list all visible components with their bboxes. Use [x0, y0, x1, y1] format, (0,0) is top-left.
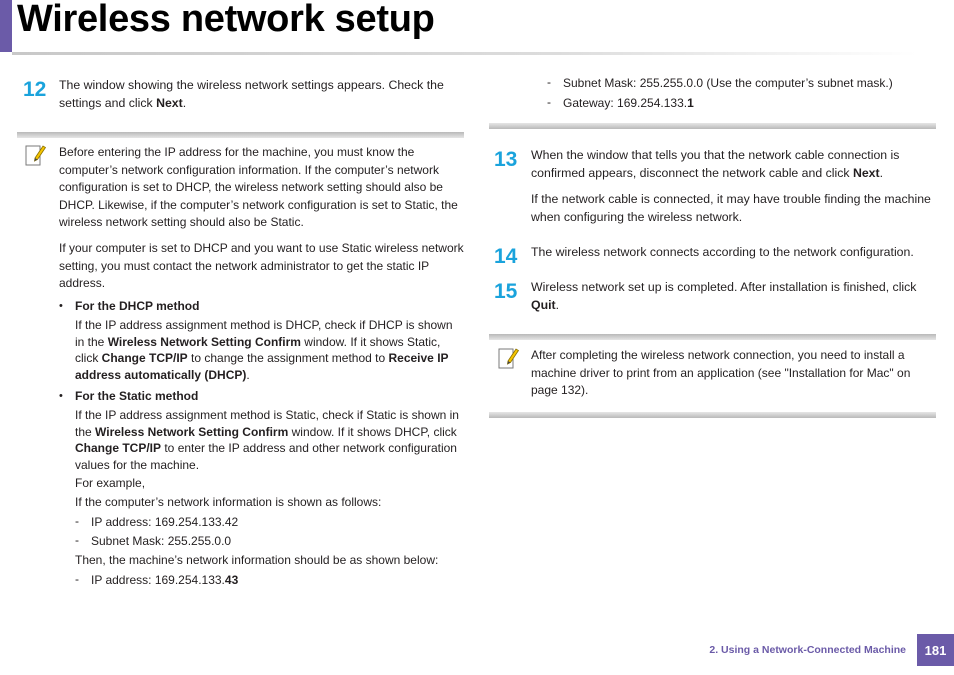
computer-subnet-mask: Subnet Mask: 255.255.0.0 [91, 534, 232, 548]
step-12-text: The window showing the wireless network settings appears. Check the settings and click Next. [59, 78, 444, 110]
page-title: Wireless network setup [17, 0, 435, 40]
computer-ip-address: IP address: 169.254.133.42 [91, 515, 239, 529]
note-top-rule [17, 132, 464, 138]
page-number: 181 [917, 634, 954, 666]
note-ip-config-text: Before entering the IP address for the machine, you must know the computer’s network configuration information. If the computer’s network configuration is set to DHCP, the wireless network setting should also be DHCP. Likewise, if the computer’s network configuration is set to Static, the wireless network setting should also be Static. [59, 145, 458, 229]
step-13-text: When the window that tells you that the network cable connection is confirmed appears, disconnect the network cable and click Next. [531, 148, 900, 180]
note-pencil-icon [24, 143, 46, 167]
machine-info-text: Then, the machine’s network information should be as shown below: [75, 553, 439, 567]
step-number-15: 15 [494, 280, 518, 303]
note-bottom-rule [489, 123, 936, 129]
step-number-14: 14 [494, 245, 518, 268]
dash-marker: - [75, 514, 79, 528]
static-method-heading: For the Static method [75, 389, 199, 403]
title-divider [12, 52, 917, 55]
static-method-text: If the IP address assignment method is Static, check if Static is shown in the Wireless Network Setting Confirm window. If it shows DHCP, click Change TCP/IP to enter the IP address and other network configuration values for the machine. [75, 408, 459, 472]
note-bottom-rule [489, 412, 936, 418]
header-accent-bar [0, 0, 12, 52]
note-top-rule [489, 334, 936, 340]
footer-chapter: 2. Using a Network-Connected Machine [709, 644, 906, 656]
note-pencil-icon [497, 346, 519, 370]
dash-marker: - [75, 533, 79, 547]
note-dhcp-static-text: If your computer is set to DHCP and you want to use Static wireless network setting, you must contact the network administrator to get the static IP address. [59, 241, 464, 290]
machine-subnet-mask: Subnet Mask: 255.255.0.0 (Use the computer’s subnet mask.) [563, 76, 893, 90]
step-14-text: The wireless network connects according to the network configuration. [531, 245, 914, 259]
step-13-cable-note: If the network cable is connected, it may have trouble finding the machine when configuring the wireless network. [531, 192, 931, 224]
step-number-13: 13 [494, 148, 518, 171]
dash-marker: - [75, 572, 79, 586]
step-15-text: Wireless network set up is completed. After installation is finished, click Quit. [531, 280, 917, 312]
bullet-dot: • [59, 390, 63, 402]
computer-info-text: If the computer’s network information is shown as follows: [75, 495, 382, 509]
machine-ip-address: IP address: 169.254.133.43 [91, 573, 239, 587]
dhcp-method-text: If the IP address assignment method is DHCP, check if DHCP is shown in the Wireless Network Setting Confirm window. If it shows Static, click Change TCP/IP to change the assignment method to Receive IP address automatically (DHCP). [75, 318, 453, 382]
note-driver-text: After completing the wireless network connection, you need to install a machine driver to print from an application (see "Installation for Mac" on page 132). [531, 348, 911, 397]
dash-marker: - [547, 75, 551, 89]
bullet-dot: • [59, 300, 63, 312]
step-number-12: 12 [23, 78, 47, 101]
example-label: For example, [75, 476, 146, 490]
machine-gateway: Gateway: 169.254.133.1 [563, 96, 694, 110]
dash-marker: - [547, 95, 551, 109]
dhcp-method-heading: For the DHCP method [75, 299, 200, 313]
